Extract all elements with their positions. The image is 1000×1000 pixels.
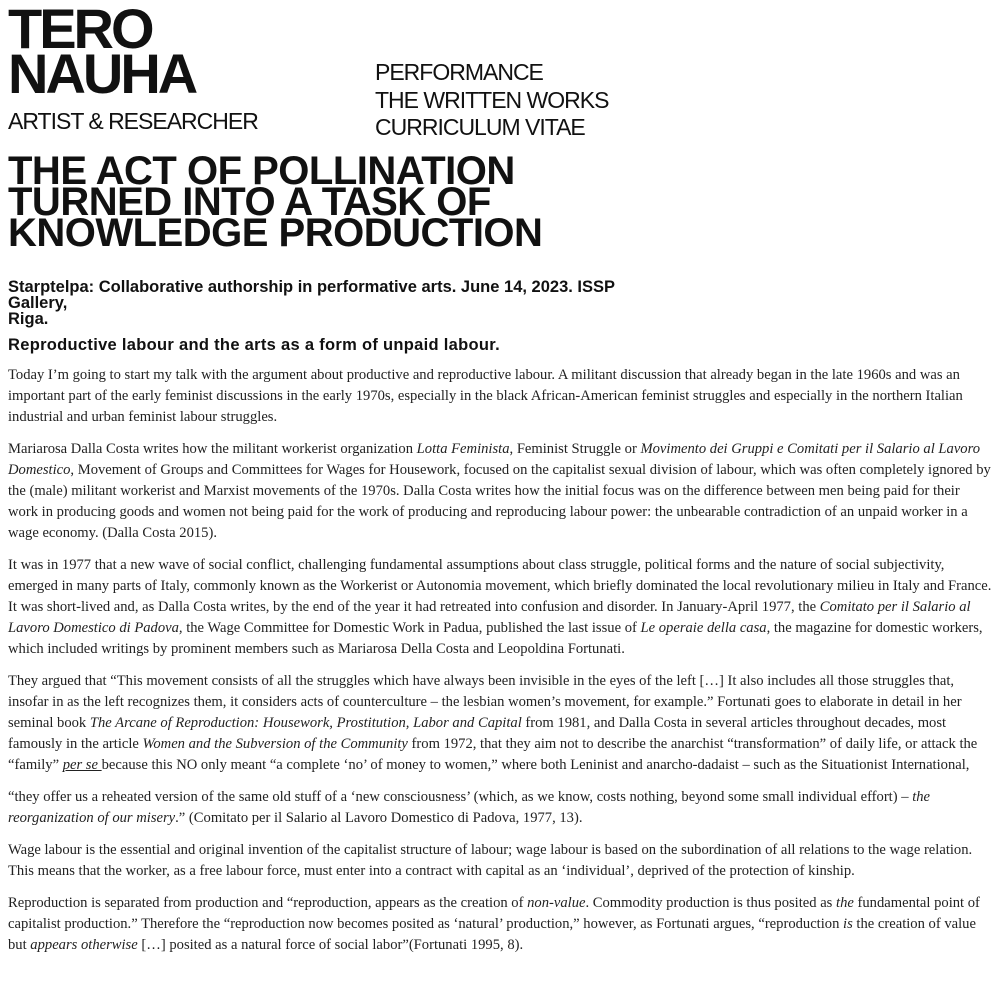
paragraph: Mariarosa Dalla Costa writes how the militant workerist organization Lotta Feminista, Feminist Struggle or Movimento dei Gruppi e Comitati per il Salario al Lavoro Domestico, Movement of Groups and Committees for Wages for Housework, focused on the capitalist sexual division of labour, which was often completely ignored by the (male) militant workerist and Marxist movements of the 1970s. Dalla Costa writes how the initial focus was on the difference between men being paid for their work in producing goods and women not being paid for the work of producing and reproducing labour power: the unbearable contradiction of an unpaid worker in a wage economy. (Dalla Costa 2015). xyxy=(8,441,991,541)
article-title-line: THE ACT OF POLLINATION xyxy=(8,149,515,193)
paragraph: They argued that “This movement consists of all the struggles which have always been invisible in the eyes of the left […] It also includes all those struggles that, insofar in as the left recognizes them, it considers acts of counterculture – the lesbian women’s movement, for example.” Fortunati goes to elaborate in detail in her seminal book The Arcane of Reproduction: Housework, Prostitution, Labor and Capital from 1981, and Dalla Costa in several articles throughout decades, most famously in the article Women and the Subversion of the Community from 1972, that they aim not to describe the anarchist “transformation” of daily life, or attack the “family” per se because this NO only meant “a complete ‘no’ of money to women,” where both Leninist and anarcho-dadaist – such as the Situationist International, xyxy=(8,673,978,773)
main-nav xyxy=(375,59,608,142)
article-body xyxy=(8,365,993,967)
article-subtitle-line: Starptelpa: Collaborative authorship in performative arts. June 14, 2023. ISSP Gallery, xyxy=(8,278,615,312)
logo-name-first: TERO xyxy=(8,0,152,60)
logo-name-last: NAUHA xyxy=(8,42,196,105)
blockquote-paragraph: “they offer us a reheated version of the same old stuff of a ‘new consciousness’ (which, as we know, costs nothing, beyond some small individual effort) – the reorganization of our misery.” (Comitato per il Salario al Lavoro Domestico di Padova, 1977, 13). xyxy=(8,789,931,826)
nav-link-performance[interactable]: PERFORMANCE xyxy=(375,59,543,85)
site-logo-link[interactable] xyxy=(8,0,258,134)
article-title-line: TURNED INTO A TASK OF xyxy=(8,180,491,224)
paragraph: Today I’m going to start my talk with the argument about productive and reproductive labour. A militant discussion that already began in the late 1960s and was an important part of the early feminist discussions in the early 1970s, especially in the black African-American feminist struggles and especially in the northern Italian industrial and urban feminist labour struggles. xyxy=(8,367,963,425)
paragraph: Wage labour is the essential and original invention of the capitalist structure of labour; wage labour is based on the subordination of all relations to the wage relation. This means that the worker, as a free labour force, must enter into a contract with capital as an ‘individual’, deprived of the protection of kinship. xyxy=(8,842,973,879)
section-heading: Reproductive labour and the arts as a form of unpaid labour. xyxy=(8,336,500,354)
article-subtitle xyxy=(8,279,668,327)
article-title xyxy=(8,149,708,255)
paragraph: Reproduction is separated from production and “reproduction, appears as the creation of non-value. Commodity production is thus posited as the fundamental point of capitalist production.” Therefore the “reproduction now becomes posited as ‘natural’ production,” however, as Fortunati argues, “reproduction is the creation of value but appears otherwise […] posited as a natural force of social labor”(Fortunati 1995, 8). xyxy=(8,895,980,953)
paragraph: It was in 1977 that a new wave of social conflict, challenging fundamental assumptions about class struggle, political forms and the nature of social subjectivity, emerged in many parts of Italy, commonly known as the Workerist or Autonomia movement, which briefly dominated the local revolutionary milieu in Italy and France. It was short-lived and, as Dalla Costa writes, by the end of the year it had retreated into confusion and disorder. In January-April 1977, the Comitato per il Salario al Lavoro Domestico di Padova, the Wage Committee for Domestic Work in Padua, published the last issue of Le operaie della casa, the magazine for domestic workers, which included writings by prominent members such as Mariarosa Della Costa and Leopoldina Fortunati. xyxy=(8,557,992,657)
nav-link-written-works[interactable]: THE WRITTEN WORKS xyxy=(375,86,609,113)
nav-link-curriculum-vitae[interactable]: CURRICULUM VITAE xyxy=(375,114,585,140)
article-title-line: KNOWLEDGE PRODUCTION xyxy=(8,211,543,255)
logo-subtitle: ARTIST & RESEARCHER xyxy=(8,108,258,134)
article-subtitle-line: Riga. xyxy=(8,310,49,328)
